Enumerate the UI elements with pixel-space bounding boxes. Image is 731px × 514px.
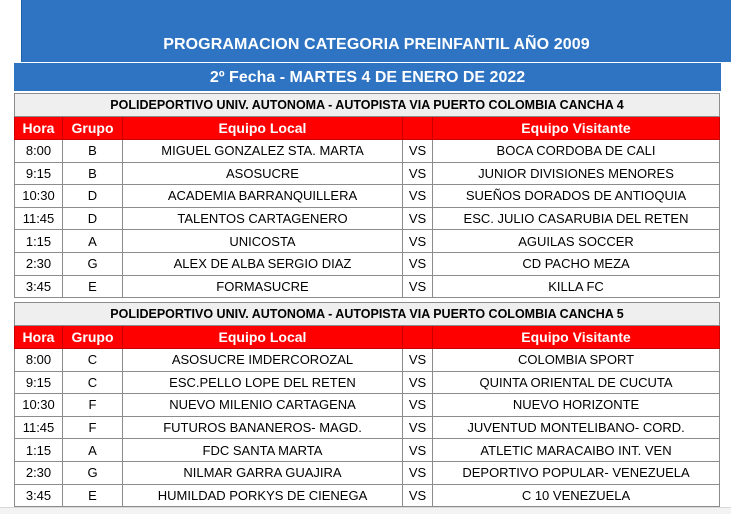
match-hora: 2:30 xyxy=(15,461,63,484)
match-grupo: C xyxy=(63,349,123,372)
match-hora: 9:15 xyxy=(15,371,63,394)
match-vs: VS xyxy=(403,349,433,372)
column-header-visitante: Equipo Visitante xyxy=(433,326,720,349)
match-vs: VS xyxy=(403,207,433,230)
column-header-hora: Hora xyxy=(15,117,63,140)
column-header-row xyxy=(15,326,720,349)
match-vs: VS xyxy=(403,162,433,185)
match-local-team: ALEX DE ALBA SERGIO DIAZ xyxy=(123,252,403,275)
match-local-team: UNICOSTA xyxy=(123,230,403,253)
match-visiting-team: BOCA CORDOBA DE CALI xyxy=(433,140,720,163)
venue-name: POLIDEPORTIVO UNIV. AUTONOMA - AUTOPISTA VIA PUERTO COLOMBIA CANCHA 4 xyxy=(15,94,720,117)
column-header-hora: Hora xyxy=(15,326,63,349)
match-local-team: ASOSUCRE IMDERCOROZAL xyxy=(123,349,403,372)
match-local-team: NILMAR GARRA GUAJIRA xyxy=(123,461,403,484)
match-hora: 8:00 xyxy=(15,140,63,163)
match-row xyxy=(15,394,720,417)
match-hora: 2:30 xyxy=(15,252,63,275)
match-vs: VS xyxy=(403,185,433,208)
match-local-team: FORMASUCRE xyxy=(123,275,403,298)
schedule-table-cancha-5 xyxy=(14,302,720,507)
venue-row xyxy=(15,94,720,117)
match-row xyxy=(15,252,720,275)
match-visiting-team: SUEÑOS DORADOS DE ANTIOQUIA xyxy=(433,185,720,208)
match-hora: 1:15 xyxy=(15,439,63,462)
match-local-team: ASOSUCRE xyxy=(123,162,403,185)
match-local-team: FDC SANTA MARTA xyxy=(123,439,403,462)
match-hora: 8:00 xyxy=(15,349,63,372)
match-grupo: A xyxy=(63,439,123,462)
match-vs: VS xyxy=(403,140,433,163)
title-banner xyxy=(21,0,731,62)
match-vs: VS xyxy=(403,230,433,253)
match-visiting-team: JUNIOR DIVISIONES MENORES xyxy=(433,162,720,185)
match-hora: 3:45 xyxy=(15,275,63,298)
match-row xyxy=(15,461,720,484)
match-local-team: NUEVO MILENIO CARTAGENA xyxy=(123,394,403,417)
match-vs: VS xyxy=(403,461,433,484)
column-header-visitante: Equipo Visitante xyxy=(433,117,720,140)
match-local-team: ACADEMIA BARRANQUILLERA xyxy=(123,185,403,208)
match-grupo: E xyxy=(63,484,123,507)
match-vs: VS xyxy=(403,484,433,507)
match-hora: 11:45 xyxy=(15,416,63,439)
match-visiting-team: JUVENTUD MONTELIBANO- CORD. xyxy=(433,416,720,439)
venue-name: POLIDEPORTIVO UNIV. AUTONOMA - AUTOPISTA VIA PUERTO COLOMBIA CANCHA 5 xyxy=(15,303,720,326)
match-local-team: TALENTOS CARTAGENERO xyxy=(123,207,403,230)
match-row xyxy=(15,349,720,372)
match-vs: VS xyxy=(403,371,433,394)
match-grupo: E xyxy=(63,275,123,298)
match-visiting-team: KILLA FC xyxy=(433,275,720,298)
match-row xyxy=(15,207,720,230)
match-hora: 9:15 xyxy=(15,162,63,185)
match-local-team: MIGUEL GONZALEZ STA. MARTA xyxy=(123,140,403,163)
match-visiting-team: DEPORTIVO POPULAR- VENEZUELA xyxy=(433,461,720,484)
match-grupo: C xyxy=(63,371,123,394)
match-grupo: B xyxy=(63,162,123,185)
column-header-grupo: Grupo xyxy=(63,117,123,140)
match-row xyxy=(15,416,720,439)
match-hora: 10:30 xyxy=(15,185,63,208)
match-local-team: FUTUROS BANANEROS- MAGD. xyxy=(123,416,403,439)
match-hora: 11:45 xyxy=(15,207,63,230)
match-visiting-team: AGUILAS SOCCER xyxy=(433,230,720,253)
match-vs: VS xyxy=(403,416,433,439)
schedule-table-cancha-4 xyxy=(14,93,720,298)
sheet-bottom-edge xyxy=(0,507,731,514)
match-grupo: A xyxy=(63,230,123,253)
match-visiting-team: NUEVO HORIZONTE xyxy=(433,394,720,417)
date-banner: 2º Fecha - MARTES 4 DE ENERO DE 2022 xyxy=(14,62,721,91)
match-grupo: F xyxy=(63,416,123,439)
match-grupo: F xyxy=(63,394,123,417)
match-vs: VS xyxy=(403,275,433,298)
match-visiting-team: ATLETIC MARACAIBO INT. VEN xyxy=(433,439,720,462)
match-row xyxy=(15,371,720,394)
match-grupo: B xyxy=(63,140,123,163)
column-header-grupo: Grupo xyxy=(63,326,123,349)
match-hora: 10:30 xyxy=(15,394,63,417)
column-header-local: Equipo Local xyxy=(123,117,403,140)
page-title: PROGRAMACION CATEGORIA PREINFANTIL AÑO 2009 xyxy=(163,36,590,53)
match-row xyxy=(15,162,720,185)
match-row xyxy=(15,484,720,507)
match-visiting-team: C 10 VENEZUELA xyxy=(433,484,720,507)
match-visiting-team: QUINTA ORIENTAL DE CUCUTA xyxy=(433,371,720,394)
match-visiting-team: COLOMBIA SPORT xyxy=(433,349,720,372)
match-row xyxy=(15,230,720,253)
match-local-team: ESC.PELLO LOPE DEL RETEN xyxy=(123,371,403,394)
match-row xyxy=(15,140,720,163)
match-local-team: HUMILDAD PORKYS DE CIENEGA xyxy=(123,484,403,507)
match-grupo: D xyxy=(63,185,123,208)
column-header-vs-spacer xyxy=(403,326,433,349)
match-row xyxy=(15,275,720,298)
match-grupo: G xyxy=(63,461,123,484)
match-grupo: G xyxy=(63,252,123,275)
match-vs: VS xyxy=(403,439,433,462)
match-visiting-team: ESC. JULIO CASARUBIA DEL RETEN xyxy=(433,207,720,230)
match-row xyxy=(15,439,720,462)
match-vs: VS xyxy=(403,394,433,417)
column-header-local: Equipo Local xyxy=(123,326,403,349)
venue-row xyxy=(15,303,720,326)
match-hora: 1:15 xyxy=(15,230,63,253)
match-grupo: D xyxy=(63,207,123,230)
match-vs: VS xyxy=(403,252,433,275)
column-header-vs-spacer xyxy=(403,117,433,140)
match-row xyxy=(15,185,720,208)
column-header-row xyxy=(15,117,720,140)
match-visiting-team: CD PACHO MEZA xyxy=(433,252,720,275)
match-hora: 3:45 xyxy=(15,484,63,507)
